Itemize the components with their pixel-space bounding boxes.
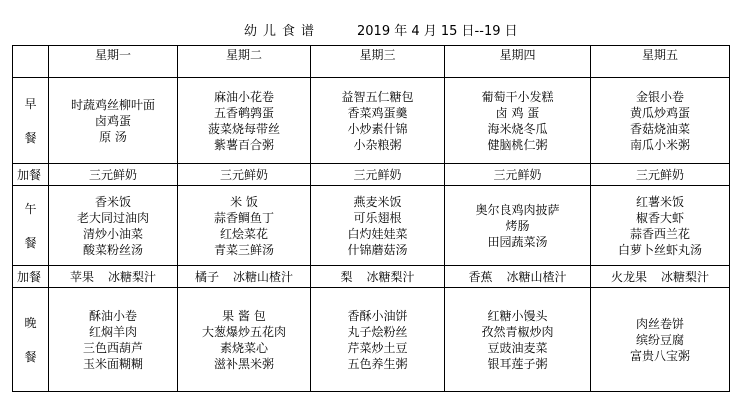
menu-item: 蒜香鲷鱼丁 [213, 210, 274, 225]
menu-item: 健脑桃仁粥 [487, 137, 548, 152]
menu-cell [311, 78, 445, 164]
menu-cell [178, 288, 311, 392]
snack2-row [13, 266, 730, 288]
menu-item: 米 饭 [230, 194, 258, 209]
menu-item: 玉米面糊糊 [82, 356, 143, 371]
menu-item: 红糖小馒头 [487, 308, 548, 323]
menu-item: 酸菜粉丝汤 [82, 242, 143, 257]
menu-item: 可乐翅根 [353, 210, 402, 225]
menu-cell: 三元鲜奶 [591, 164, 730, 186]
menu-cell [445, 288, 591, 392]
day-header: 星期三 [311, 46, 445, 78]
menu-item: 清炒小油菜 [82, 226, 143, 241]
menu-cell [49, 78, 178, 164]
menu-item: 菠菜烧每带丝 [207, 121, 280, 136]
menu-cell: 三元鲜奶 [311, 164, 445, 186]
menu-cell [311, 288, 445, 392]
menu-item: 五香鹌鹑蛋 [213, 105, 274, 120]
lunch-row [13, 186, 730, 266]
menu-item: 田园蔬菜汤 [487, 234, 548, 249]
corner-cell [13, 46, 49, 78]
menu-item: 大葱爆炒五花肉 [201, 324, 286, 339]
menu-cell [311, 186, 445, 266]
menu-item: 什锦蘑菇汤 [347, 242, 408, 257]
menu-item: 白萝卜丝虾丸汤 [617, 242, 702, 257]
menu-item: 白灼娃娃菜 [347, 226, 408, 241]
meal-label-breakfast: 早 餐 [13, 78, 49, 164]
menu-item: 烤肠 [505, 218, 530, 233]
menu-item: 青菜三鲜汤 [213, 242, 274, 257]
menu-item: 紫薯百合粥 [213, 137, 274, 152]
menu-item: 丸子烩粉丝 [347, 324, 408, 339]
menu-item: 香酥小油饼 [347, 308, 408, 323]
menu-item: 小杂粮粥 [353, 137, 402, 152]
menu-cell: 苹果 冰糖梨汁 [49, 266, 178, 288]
header-row [13, 46, 730, 78]
breakfast-row [13, 78, 730, 164]
menu-cell: 香蕉 冰糖山楂汁 [445, 266, 591, 288]
menu-cell [445, 78, 591, 164]
menu-cell [445, 186, 591, 266]
snack1-row [13, 164, 730, 186]
meal-label-lunch: 午 餐 [13, 186, 49, 266]
menu-item: 时蔬鸡丝柳叶面 [70, 97, 155, 112]
weekly-menu-table [12, 45, 730, 392]
menu-item: 香米饭 [94, 194, 131, 209]
menu-item: 椒香大虾 [635, 210, 684, 225]
menu-cell [178, 186, 311, 266]
menu-item: 孜然青椒炒肉 [481, 324, 554, 339]
menu-item: 益智五仁糖包 [341, 89, 414, 104]
menu-item: 香菇烧油菜 [629, 121, 690, 136]
menu-item: 酥油小卷 [88, 308, 137, 323]
menu-cell: 橘子 冰糖山楂汁 [178, 266, 311, 288]
menu-item: 燕麦米饭 [353, 194, 402, 209]
menu-item: 红薯米饭 [635, 194, 684, 209]
menu-item: 老大同过油肉 [76, 210, 149, 225]
menu-cell [178, 78, 311, 164]
day-header: 星期二 [178, 46, 311, 78]
meal-label-dinner: 晚 餐 [13, 288, 49, 392]
day-header: 星期五 [591, 46, 730, 78]
menu-item: 滋补黑米粥 [213, 356, 274, 371]
menu-cell [591, 186, 730, 266]
menu-item: 银耳莲子粥 [487, 356, 548, 371]
day-header: 星期四 [445, 46, 591, 78]
menu-item: 卤鸡蛋 [94, 113, 131, 128]
meal-label-snack2: 加餐 [13, 266, 49, 288]
menu-item: 缤纷豆腐 [635, 332, 684, 347]
menu-item: 原 汤 [99, 129, 127, 144]
menu-cell: 三元鲜奶 [49, 164, 178, 186]
menu-item: 三色西葫芦 [82, 340, 143, 355]
menu-item: 葡萄干小发糕 [481, 89, 554, 104]
menu-cell: 三元鲜奶 [445, 164, 591, 186]
menu-item: 红烩菜花 [219, 226, 268, 241]
menu-cell [591, 288, 730, 392]
menu-cell [591, 78, 730, 164]
title-main: 幼儿食谱 [244, 24, 321, 39]
menu-item: 卤 鸡 蛋 [495, 105, 540, 120]
menu-item: 黄瓜炒鸡蛋 [629, 105, 690, 120]
menu-cell: 火龙果 冰糖梨汁 [591, 266, 730, 288]
day-header: 星期一 [49, 46, 178, 78]
menu-cell: 三元鲜奶 [178, 164, 311, 186]
menu-item: 红焖羊肉 [88, 324, 137, 339]
menu-item: 小炒素什锦 [347, 121, 408, 136]
dinner-row [13, 288, 730, 392]
menu-item: 肉丝卷饼 [635, 316, 684, 331]
menu-item: 素烧菜心 [219, 340, 268, 355]
menu-item: 奥尔良鸡肉披萨 [475, 202, 560, 217]
meal-label-snack1: 加餐 [13, 164, 49, 186]
menu-title [0, 22, 747, 42]
menu-item: 海米烧冬瓜 [487, 121, 548, 136]
menu-item: 香菜鸡蛋羹 [347, 105, 408, 120]
menu-item: 果 酱 包 [222, 308, 266, 323]
menu-cell [49, 186, 178, 266]
menu-item: 蒜香西兰花 [629, 226, 690, 241]
menu-cell: 梨 冰糖梨汁 [311, 266, 445, 288]
menu-item: 金银小卷 [635, 89, 684, 104]
menu-cell [49, 288, 178, 392]
title-date: 2019 年 4 月 15 日--19 日 [357, 24, 518, 39]
menu-item: 南瓜小米粥 [629, 137, 690, 152]
menu-item: 五色养生粥 [347, 356, 408, 371]
menu-item: 豆豉油麦菜 [487, 340, 548, 355]
menu-item: 富贵八宝粥 [629, 348, 690, 363]
menu-item: 芹菜炒土豆 [347, 340, 408, 355]
menu-item: 麻油小花卷 [213, 89, 274, 104]
